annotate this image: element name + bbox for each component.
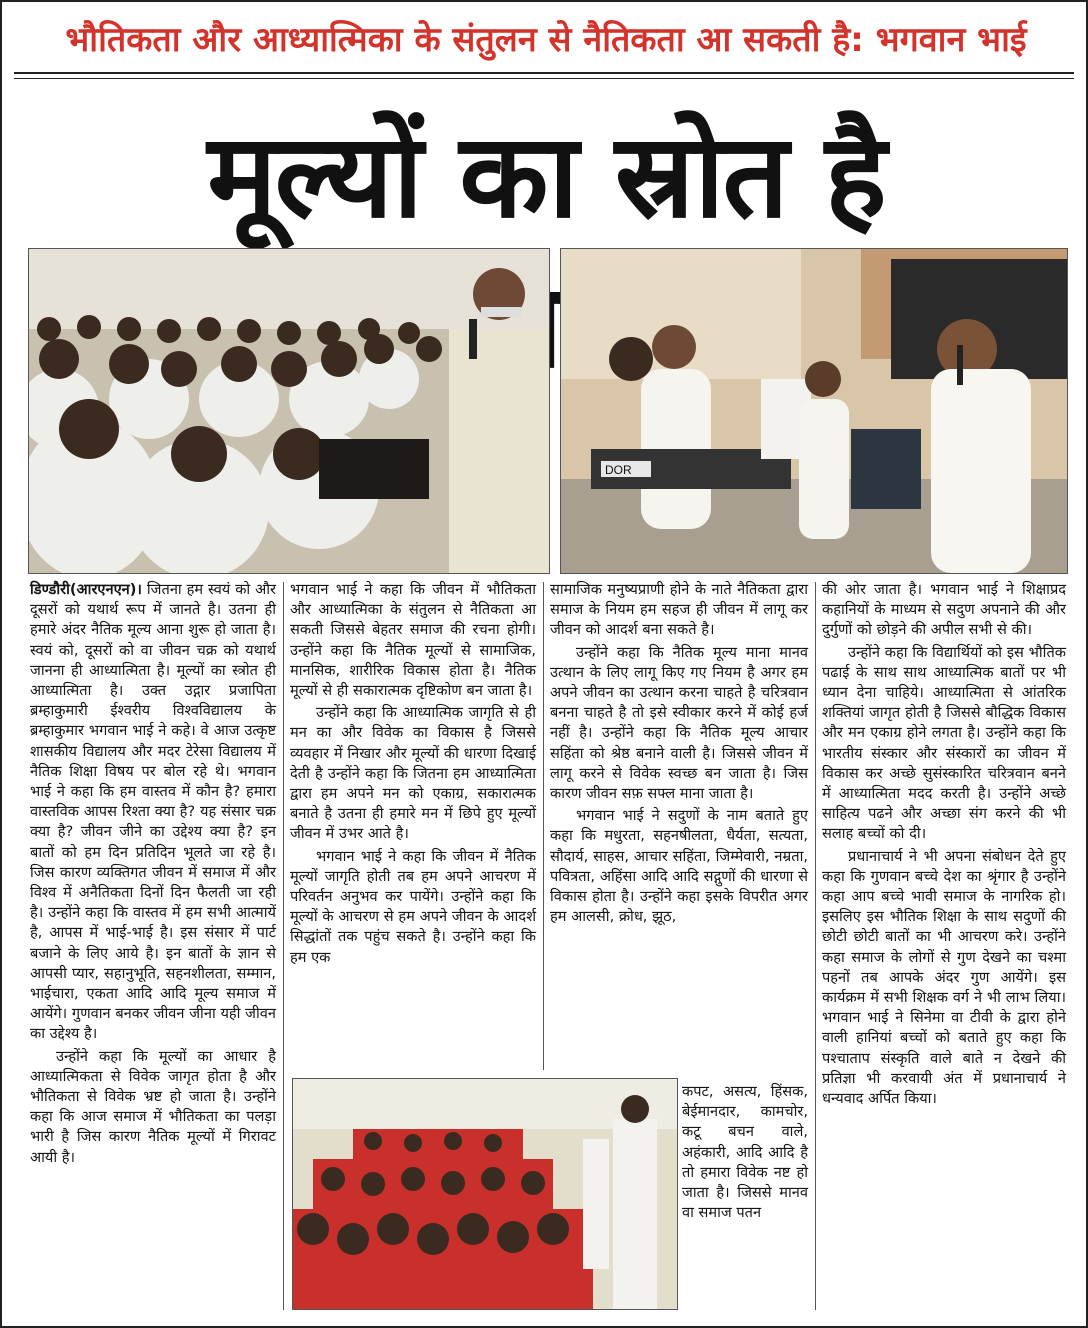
column-divider: [283, 582, 284, 1310]
column-4: [822, 580, 1066, 1111]
col3-paragraph-4: कपट, असत्य, हिंसक, बेईमानदार, कामचोर, कटू बचन वाले, अहंकारी, आदि आदि है तो हमारा विवेक नष्ट हो जाता है। जिससे मानव वा समाज पतन: [682, 1083, 808, 1222]
col2-paragraph-1: भगवान भाई ने कहा कि जीवन में भौतिकता और आध्यात्मिका के संतुलन से नैतिकता आ सकती जिससे बेहतर समाज की रचना होगी। उन्होंने कहा कि नैतिक मूल्यों से सामाजिक, मानसिक, शारीरिक विकास होता है। नैतिक मूल्यों से ही सकारात्मक दृष्टिकोण बन जाता है।: [290, 581, 536, 700]
col1-p1-text: जितना हम स्वयं को और दूसरों को यथार्थ रूप में जानते है। उतना ही हमारे अंदर नैतिक मूल्य आना शुरू हो जाता है। स्वयं को, दूसरों को वा जीवन चक्र को यथार्थ जानना ही आध्यात्मिता है। मूल्यों का स्त्रोत ही आध्यात्मिता है। उक्त उद्गार प्रजापिता ब्रम्हाकुमारी ईश्वरीय विश्वविद्यालय के ब्रम्हाकुमार भगवान भाई ने कहे। वे आज उत्कृष्ट शासकीय विद्यालय और मदर टेरेसा विद्यालय में नैतिक शिक्षा विषय पर बोल रहे थे। भगवान भाई ने कहा कि हम वास्तव में कौन है? हमारा वास्तविक आपस रिश्ता क्या है? यह संसार चक्र क्या है? जीवन जीने का उद्देश्य क्या है? इन बातों को हम दिन प्रतिदिन भूलते जा रहे है। जिस कारण व्यक्तिगत जीवन में समाज में और विश्व में अनैतिकता दिनों दिन फैलती जा रही है। उन्होंने कहा कि वास्तव में हम सभी आत्मायें है, आपस में भाई-भाई है। इस संसार में पार्ट बजाने के लिए आये है। इन बातों के ज्ञान से आपसी प्यार, सहानुभूति, सहनशीलता, सम्मान, भाईचारा, एकता आदि आदि मूल्य समाज में आयेंगे। गुणवान बनकर जीवन जीना यही जीवन का उद्देश्य है।: [30, 581, 277, 1043]
kicker-headline: भौतिकता और आध्यात्मिका के संतुलन से नैतिकता आ सकती है: भगवान भाई: [65, 20, 1027, 60]
col2-paragraph-3: भगवान भाई ने कहा कि जीवन में नैतिक मूल्यों जागृति होती तब हम अपने आचरण में परिवर्तन अनुभव कर पायेंगे। उन्होंने कहा कि मूल्यों के आचरण से हम अपने जीवन के आदर्श सिद्धांतों तक पहुंच सकते है। उन्होंने कहा कि हम एक: [290, 847, 536, 966]
column-1: [30, 580, 276, 1170]
col4-paragraph-1: की ओर जाता है। भगवान भाई ने शिक्षाप्रद कहानियों के माध्यम से सदुण अपनाने की और दुर्गुणों को छोड़ने की अपील सभी से की।: [822, 581, 1066, 639]
col2-paragraph-2: उन्होंने कहा कि आध्यात्मिक जागृति से ही मन का और विवेक का विकास है जिससे व्यवहार में निखार और मूल्यों की धारणा दिखाई देती है उन्होंने कहा कि जितना हम आध्यात्मिता द्वारा हम अपने मन को एकाग्र, सकारात्मक बनाते है उतना ही हमारे मन में छिपे हुए मूल्यों जीवन में उभर आते है।: [290, 704, 536, 843]
col1-paragraph-1: [30, 580, 276, 1045]
col3-paragraph-1: सामाजिक मनुष्यप्राणी होने के नाते नैतिकता द्वारा समाज के नियम हम सहज ही जीवन में लागू कर जीवन को आदर्श बना सकते है।: [550, 581, 808, 639]
desk-label: DOR: [605, 463, 632, 477]
col3-paragraph-3: भगवान भाई ने सदुणों के नाम बताते हुए कहा कि मधुरता, सहनषीलता, धैर्यता, सत्यता, सौदार्य, साहस, आचार सहिंता, जिम्मेवारी, नम्रता, पवित्रता, अहिंसा आदि आदि सद्गुणों की धारणा से विकास होता है। उन्होंने कहा इसके विपरीत अगर हम आलसी, क्रोध, झूठ,: [550, 807, 808, 926]
top-rule-thin: [14, 78, 1074, 79]
students-seated-floor-photo: [292, 1078, 678, 1310]
top-rule: [14, 72, 1074, 74]
column-divider: [543, 582, 544, 1070]
main-headline: मूल्यों का स्रोत है: [207, 109, 885, 244]
dateline: डिण्डौरी(आरएनएन)।: [30, 581, 142, 598]
col4-paragraph-2: उन्होंने कहा कि विद्यार्थियों को इस भौतिक पढाई के साथ साथ आध्यात्मिक बातों पर भी ध्यान देना चाहिये। आध्यात्मिता से आंतरिक शक्तियां जागृत होती है जिससे बौद्धिक विकास और मन एकाग्र होने लगता है। उन्होंने कहा कि भारतीय संस्कार और संस्कारों का जीवन में विकास कर अच्छे सुसंस्कारित चरित्रवान बनने में आध्यात्मिता मदद करती है। उन्होंने अच्छे साहित्य पढने और अच्छा संग करने की भी सलाह बच्चों को दी।: [822, 643, 1066, 843]
speaker-at-blackboard-photo: [560, 248, 1068, 574]
column-divider: [815, 582, 816, 1310]
column-2: [290, 580, 536, 970]
column-3: [550, 580, 808, 929]
col3-paragraph-2: उन्होंने कहा कि नैतिक मूल्य माना मानव उत्थान के लिए लागू किए गए नियम है अगर हम अपने जीवन का उत्थान करना चाहते है चरित्रवान बनना चाहते है तो इसे स्वीकार करने में कोई हर्ज नहीं है। उन्होंने कहा कि नैतिक मूल्य आचार सहिंता को श्रेष्ठ बनाने वाली है। जिससे जीवन में लागू करने से विवेक स्वच्छ बन जाता है। जिस कारण जीवन सफ़ सफ्ल माना जाता है।: [550, 643, 808, 803]
col1-paragraph-2: उन्होंने कहा कि मूल्यों का आधार है आध्यात्मिकता से विवेक जागृत होता है और भौतिकता से विवेक भ्रष्ट हो जाता है। उन्होंने कहा कि आज समाज में भौतिकता का पलड़ा भारी है जिस कारण नैतिक मूल्यों में गिरावट आयी है।: [30, 1047, 276, 1166]
classroom-boys-photo: [28, 248, 550, 574]
col4-paragraph-3: प्रधानाचार्य ने भी अपना संबोधन देते हुए कहा कि गुणवान बच्चे देश का श्रृंगार है उन्होंने कहा आप बच्चे भावी समाज के नागरिक हो। इसलिए इस भौतिक शिक्षा के साथ सदुणों की छोटी छोटी बातों का भी आचरण करे। उन्होंने कहा समाज के लोगों से गुण देखने का चश्मा पहनों तब आपके अंदर गुण आयेंगे। इस कार्यक्रम में सभी शिक्षक वर्ग ने भी लाभ लिया। भगवान भाई ने सिनेमा वा टीवी के द्वारा होने वाली हानियां बच्चों को बताते हुए कहा कि पश्चाताप संस्कृति वाले बाते न देखने की प्रतिज्ञा भी करवायी अंत में प्रधानाचार्य ने धन्यवाद अर्पित किया।: [822, 847, 1066, 1108]
column-3-continued: [682, 1082, 808, 1225]
